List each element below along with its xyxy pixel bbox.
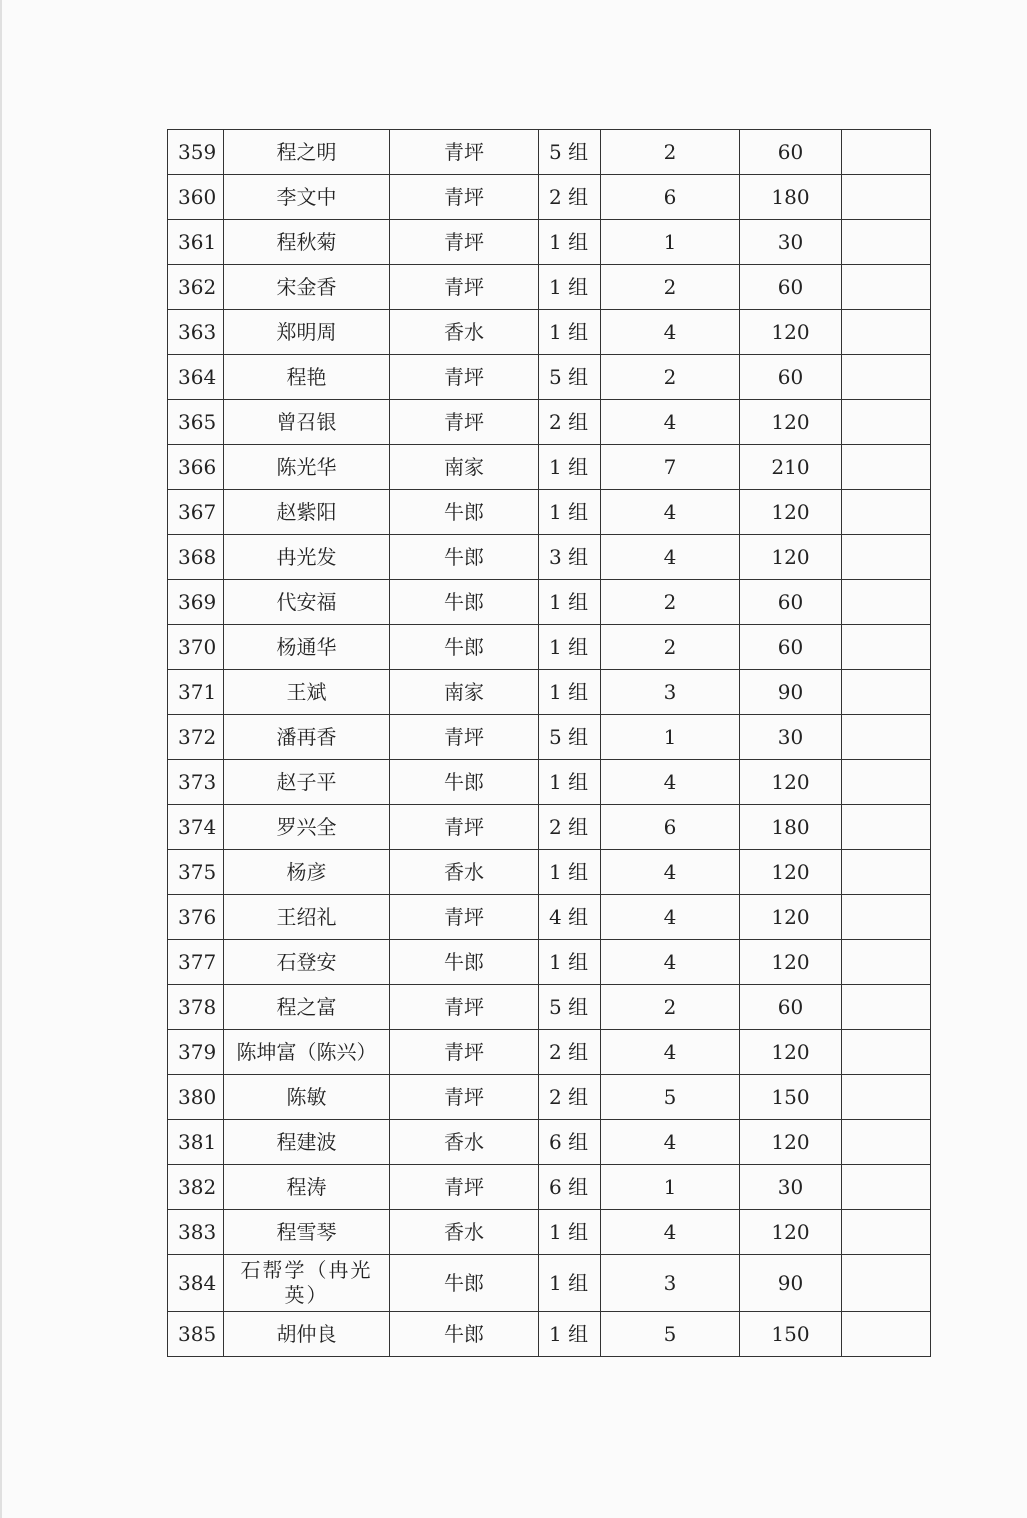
cell-number: 366: [168, 445, 224, 490]
cell-number: 369: [168, 580, 224, 625]
cell-group: 1 组: [539, 445, 601, 490]
cell-name: 赵紫阳: [224, 490, 390, 535]
cell-count: 7: [601, 445, 740, 490]
cell-count: 2: [601, 355, 740, 400]
cell-village: 南家: [390, 670, 539, 715]
cell-group: 6 组: [539, 1120, 601, 1165]
cell-note: [842, 265, 931, 310]
cell-village: 牛郎: [390, 940, 539, 985]
roster-table: [167, 129, 931, 1357]
cell-group: 1 组: [539, 265, 601, 310]
cell-number: 360: [168, 175, 224, 220]
cell-name: 潘再香: [224, 715, 390, 760]
cell-group: 6 组: [539, 1165, 601, 1210]
cell-village: 青坪: [390, 355, 539, 400]
cell-name: 程秋菊: [224, 220, 390, 265]
cell-village: 青坪: [390, 1165, 539, 1210]
table-row: [168, 1210, 931, 1255]
cell-name: 程艳: [224, 355, 390, 400]
cell-number: 371: [168, 670, 224, 715]
cell-note: [842, 130, 931, 175]
cell-note: [842, 850, 931, 895]
cell-amount: 120: [740, 1120, 842, 1165]
cell-amount: 180: [740, 805, 842, 850]
cell-count: 5: [601, 1075, 740, 1120]
cell-village: 青坪: [390, 175, 539, 220]
cell-note: [842, 535, 931, 580]
cell-name: 石登安: [224, 940, 390, 985]
cell-amount: 120: [740, 940, 842, 985]
cell-number: 380: [168, 1075, 224, 1120]
cell-name: 杨通华: [224, 625, 390, 670]
cell-group: 1 组: [539, 760, 601, 805]
table-row: [168, 1120, 931, 1165]
cell-number: 374: [168, 805, 224, 850]
cell-note: [842, 490, 931, 535]
cell-village: 牛郎: [390, 760, 539, 805]
cell-count: 4: [601, 850, 740, 895]
table-row: [168, 760, 931, 805]
cell-group: 1 组: [539, 490, 601, 535]
cell-note: [842, 355, 931, 400]
cell-amount: 120: [740, 760, 842, 805]
cell-village: 青坪: [390, 895, 539, 940]
cell-number: 376: [168, 895, 224, 940]
cell-name: 程之明: [224, 130, 390, 175]
cell-name: 杨彦: [224, 850, 390, 895]
cell-group: 5 组: [539, 130, 601, 175]
cell-number: 381: [168, 1120, 224, 1165]
table-row: [168, 175, 931, 220]
cell-name: 代安福: [224, 580, 390, 625]
table-row: [168, 355, 931, 400]
cell-name: 罗兴全: [224, 805, 390, 850]
cell-number: 383: [168, 1210, 224, 1255]
cell-village: 牛郎: [390, 535, 539, 580]
cell-name: 陈敏: [224, 1075, 390, 1120]
cell-note: [842, 895, 931, 940]
cell-amount: 150: [740, 1075, 842, 1120]
cell-group: 2 组: [539, 1030, 601, 1075]
cell-amount: 210: [740, 445, 842, 490]
table-row: [168, 1312, 931, 1357]
table-row: [168, 670, 931, 715]
cell-name-text: 石帮学（冉光英）: [240, 1258, 373, 1307]
cell-amount: 120: [740, 310, 842, 355]
table-row: [168, 310, 931, 355]
cell-number: 372: [168, 715, 224, 760]
cell-count: 4: [601, 940, 740, 985]
cell-count: 2: [601, 625, 740, 670]
cell-note: [842, 1312, 931, 1357]
cell-number: 368: [168, 535, 224, 580]
cell-amount: 120: [740, 490, 842, 535]
cell-number: 384: [168, 1255, 224, 1312]
cell-group: 1 组: [539, 1255, 601, 1312]
cell-count: 4: [601, 895, 740, 940]
cell-village: 青坪: [390, 715, 539, 760]
cell-village: 青坪: [390, 1075, 539, 1120]
cell-count: 2: [601, 265, 740, 310]
cell-count: 4: [601, 760, 740, 805]
cell-amount: 30: [740, 220, 842, 265]
cell-name: 程雪琴: [224, 1210, 390, 1255]
cell-village: 青坪: [390, 1030, 539, 1075]
table-row: [168, 850, 931, 895]
cell-group: 2 组: [539, 805, 601, 850]
cell-group: 5 组: [539, 715, 601, 760]
cell-count: 4: [601, 1030, 740, 1075]
cell-amount: 30: [740, 715, 842, 760]
cell-count: 6: [601, 175, 740, 220]
cell-amount: 120: [740, 400, 842, 445]
cell-name: 冉光发: [224, 535, 390, 580]
cell-note: [842, 175, 931, 220]
table-row: [168, 1255, 931, 1312]
cell-village: 牛郎: [390, 625, 539, 670]
cell-village: 青坪: [390, 400, 539, 445]
cell-note: [842, 1030, 931, 1075]
cell-group: 1 组: [539, 625, 601, 670]
cell-name: 陈光华: [224, 445, 390, 490]
cell-name: 郑明周: [224, 310, 390, 355]
table-row: [168, 490, 931, 535]
cell-name: 王绍礼: [224, 895, 390, 940]
cell-number: 370: [168, 625, 224, 670]
table-row: [168, 940, 931, 985]
cell-amount: 180: [740, 175, 842, 220]
cell-number: 361: [168, 220, 224, 265]
cell-group: 1 组: [539, 940, 601, 985]
cell-note: [842, 760, 931, 805]
cell-number: 375: [168, 850, 224, 895]
cell-note: [842, 985, 931, 1030]
cell-count: 4: [601, 490, 740, 535]
cell-count: 4: [601, 535, 740, 580]
cell-amount: 60: [740, 625, 842, 670]
cell-amount: 120: [740, 1210, 842, 1255]
cell-village: 青坪: [390, 130, 539, 175]
cell-village: 香水: [390, 850, 539, 895]
cell-amount: 60: [740, 265, 842, 310]
cell-group: 2 组: [539, 175, 601, 220]
cell-number: 363: [168, 310, 224, 355]
cell-count: 1: [601, 220, 740, 265]
cell-amount: 120: [740, 850, 842, 895]
cell-village: 牛郎: [390, 1255, 539, 1312]
cell-count: 4: [601, 400, 740, 445]
cell-group: 1 组: [539, 310, 601, 355]
cell-note: [842, 625, 931, 670]
cell-number: 359: [168, 130, 224, 175]
cell-amount: 90: [740, 670, 842, 715]
cell-group: 1 组: [539, 850, 601, 895]
table-row: [168, 580, 931, 625]
cell-group: 1 组: [539, 670, 601, 715]
cell-name: 宋金香: [224, 265, 390, 310]
cell-number: 378: [168, 985, 224, 1030]
cell-group: 1 组: [539, 220, 601, 265]
table-row: [168, 535, 931, 580]
cell-note: [842, 220, 931, 265]
cell-count: 2: [601, 580, 740, 625]
cell-group: 2 组: [539, 400, 601, 445]
cell-name: 程之富: [224, 985, 390, 1030]
cell-name: 李文中: [224, 175, 390, 220]
table-row: [168, 625, 931, 670]
cell-name: 程建波: [224, 1120, 390, 1165]
cell-count: 2: [601, 130, 740, 175]
table-row: [168, 895, 931, 940]
cell-village: 青坪: [390, 985, 539, 1030]
table-row: [168, 220, 931, 265]
table-row: [168, 805, 931, 850]
cell-count: 1: [601, 1165, 740, 1210]
cell-number: 385: [168, 1312, 224, 1357]
cell-count: 1: [601, 715, 740, 760]
cell-note: [842, 805, 931, 850]
cell-number: 373: [168, 760, 224, 805]
cell-amount: 60: [740, 355, 842, 400]
table-row: [168, 1075, 931, 1120]
cell-name: 陈坤富（陈兴）: [224, 1030, 390, 1075]
cell-group: 1 组: [539, 580, 601, 625]
cell-note: [842, 940, 931, 985]
cell-note: [842, 310, 931, 355]
table-row: [168, 1165, 931, 1210]
cell-count: 4: [601, 310, 740, 355]
cell-note: [842, 400, 931, 445]
cell-count: 4: [601, 1120, 740, 1165]
cell-amount: 60: [740, 985, 842, 1030]
cell-note: [842, 580, 931, 625]
cell-number: 382: [168, 1165, 224, 1210]
cell-group: 4 组: [539, 895, 601, 940]
cell-group: 1 组: [539, 1312, 601, 1357]
cell-amount: 90: [740, 1255, 842, 1312]
cell-note: [842, 445, 931, 490]
cell-village: 南家: [390, 445, 539, 490]
cell-number: 377: [168, 940, 224, 985]
cell-count: 4: [601, 1210, 740, 1255]
cell-village: 青坪: [390, 265, 539, 310]
cell-note: [842, 670, 931, 715]
cell-count: 2: [601, 985, 740, 1030]
cell-village: 青坪: [390, 220, 539, 265]
cell-number: 362: [168, 265, 224, 310]
cell-count: 3: [601, 1255, 740, 1312]
cell-count: 6: [601, 805, 740, 850]
table-row: [168, 715, 931, 760]
cell-group: 3 组: [539, 535, 601, 580]
cell-village: 青坪: [390, 805, 539, 850]
roster-table-body: [168, 130, 931, 1357]
cell-note: [842, 1210, 931, 1255]
cell-group: 5 组: [539, 985, 601, 1030]
table-row: [168, 400, 931, 445]
cell-name: 赵子平: [224, 760, 390, 805]
cell-number: 379: [168, 1030, 224, 1075]
cell-amount: 30: [740, 1165, 842, 1210]
cell-name: 程涛: [224, 1165, 390, 1210]
cell-amount: 120: [740, 535, 842, 580]
cell-amount: 60: [740, 130, 842, 175]
cell-number: 367: [168, 490, 224, 535]
table-row: [168, 130, 931, 175]
cell-count: 5: [601, 1312, 740, 1357]
cell-village: 牛郎: [390, 490, 539, 535]
table-row: [168, 1030, 931, 1075]
cell-note: [842, 1255, 931, 1312]
cell-note: [842, 1165, 931, 1210]
table-row: [168, 265, 931, 310]
table-row: [168, 445, 931, 490]
cell-number: 364: [168, 355, 224, 400]
cell-village: 香水: [390, 310, 539, 355]
cell-village: 香水: [390, 1120, 539, 1165]
cell-group: 2 组: [539, 1075, 601, 1120]
cell-village: 牛郎: [390, 1312, 539, 1357]
cell-note: [842, 1120, 931, 1165]
cell-village: 牛郎: [390, 580, 539, 625]
cell-amount: 150: [740, 1312, 842, 1357]
table-row: [168, 985, 931, 1030]
cell-village: 香水: [390, 1210, 539, 1255]
cell-name: 胡仲良: [224, 1312, 390, 1357]
cell-note: [842, 1075, 931, 1120]
cell-count: 3: [601, 670, 740, 715]
cell-group: 1 组: [539, 1210, 601, 1255]
cell-name: [224, 1255, 390, 1312]
cell-name: 曾召银: [224, 400, 390, 445]
cell-name: 王斌: [224, 670, 390, 715]
cell-amount: 60: [740, 580, 842, 625]
cell-note: [842, 715, 931, 760]
cell-group: 5 组: [539, 355, 601, 400]
cell-amount: 120: [740, 1030, 842, 1075]
cell-number: 365: [168, 400, 224, 445]
cell-amount: 120: [740, 895, 842, 940]
